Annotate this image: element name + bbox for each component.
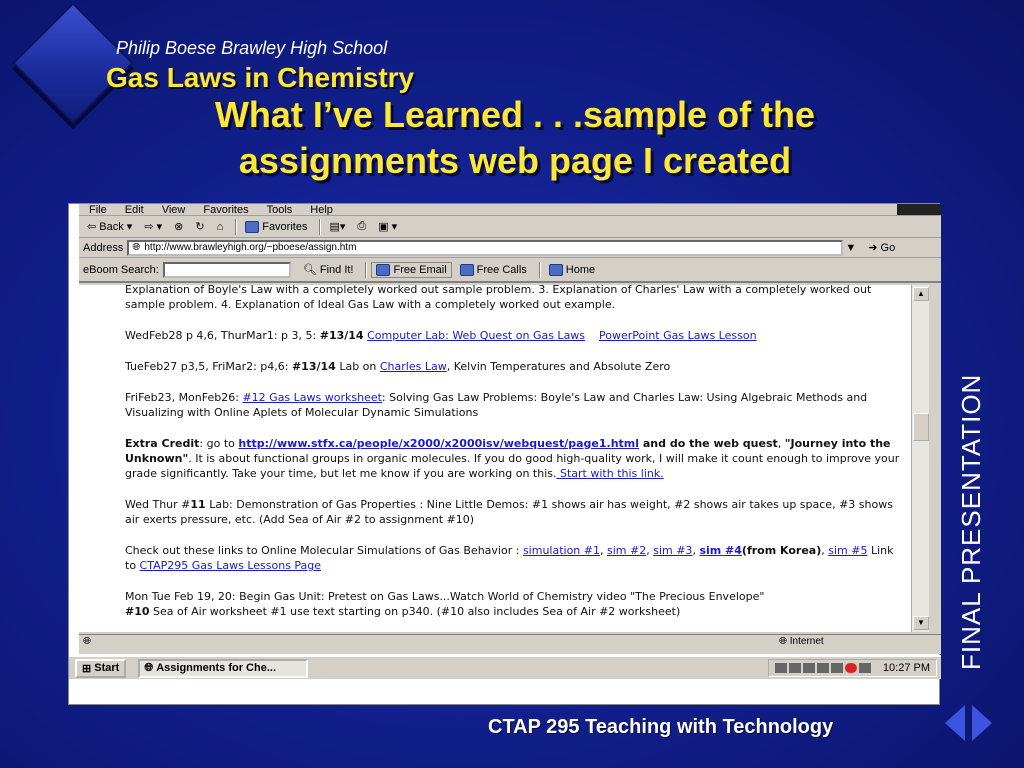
paragraph-3: TueFeb27 p3,5, FriMar2: p4,6: #13/14 Lab on Charles Law, Kelvin Temperatures and Absolute Zero: [125, 360, 671, 373]
author-line: Philip Boese Brawley High School: [116, 38, 388, 58]
headline-line-1: What I’ve Learned . . .sample of the: [214, 94, 816, 135]
paragraph-7: Check out these links to Online Molecular Simulations of Gas Behavior : simulation #1, sim #2, sim #3, sim #4(from Korea), sim #5 Link to CTAP295 Gas Laws Lessons Page: [125, 544, 894, 572]
web-quest-link[interactable]: Computer Lab: Web Quest on Gas Laws: [367, 329, 586, 342]
refresh-icon: ↻: [195, 221, 205, 233]
side-label: FINAL PRESENTATION: [956, 373, 986, 670]
print-button[interactable]: [353, 219, 370, 234]
network-icon[interactable]: [789, 663, 801, 673]
home-icon: ⌂: [216, 220, 224, 233]
status-bar: [79, 634, 941, 650]
scroll-down-button[interactable]: ▼: [913, 616, 929, 630]
sim-3-link[interactable]: sim #3: [653, 544, 693, 557]
page-icon: 🌐︎: [144, 661, 157, 674]
history-button[interactable]: [325, 219, 349, 234]
forward-button[interactable]: [140, 219, 166, 234]
page-icon: 🌐︎: [132, 242, 141, 253]
paragraph-8: Mon Tue Feb 19, 20: Begin Gas Unit: Pretest on Gas Laws...Watch World of Chemistry video "The Precious Envelope" #10 Sea of Air worksheet #1 use text starting on p340. (#10 also includes Sea of Air #2 worksheet): [125, 590, 765, 618]
security-zone: 🌐︎ Internet: [779, 636, 824, 647]
toolbar-separator: [319, 219, 321, 235]
security-icon[interactable]: [817, 663, 829, 673]
paragraph-1: Explanation of Boyle's Law with a completely worked out sample problem. 3. Explanation of Charles' Law with a completely worked out sample problem. 4. Explanation of Ideal Gas Law with a completely worked out example.: [125, 285, 872, 311]
toolbar-separator: [539, 262, 541, 278]
free-email-link[interactable]: Free Email: [371, 262, 451, 278]
ctap-lessons-link[interactable]: CTAP295 Gas Laws Lessons Page: [139, 559, 322, 572]
globe-icon: 🌐︎: [779, 636, 790, 647]
menu-tools[interactable]: Tools: [266, 204, 293, 216]
history-icon: ▤▾: [329, 221, 346, 233]
sim-4-link[interactable]: sim #4: [699, 544, 742, 557]
stop-icon: ⊗: [174, 221, 184, 233]
vertical-scrollbar[interactable]: [911, 285, 929, 632]
toolbar-separator: [365, 262, 367, 278]
windows-logo-icon: ⊞: [82, 662, 95, 675]
search-label: eBoom Search:: [83, 263, 159, 276]
browser-logo: [897, 204, 941, 216]
search-links-bar: [79, 258, 941, 283]
page-icon: [549, 264, 563, 276]
scroll-up-button[interactable]: ▲: [913, 287, 929, 301]
headline-line-2: assignments web page I created: [238, 140, 792, 181]
worksheet-link[interactable]: #12 Gas Laws worksheet: [242, 391, 382, 404]
slide-footer: CTAP 295 Teaching with Technology: [488, 716, 834, 738]
assignments-text: [125, 285, 905, 632]
menu-edit[interactable]: Edit: [124, 204, 144, 216]
find-it-button[interactable]: 🔍︎ Find It!: [302, 263, 354, 276]
toolbar: [79, 216, 941, 238]
simulation-1-link[interactable]: simulation #1: [522, 544, 600, 557]
menu-view[interactable]: View: [161, 204, 186, 216]
powerpoint-link[interactable]: PowerPoint Gas Laws Lesson: [599, 329, 757, 342]
refresh-button[interactable]: [191, 219, 208, 234]
clock: 10:27 PM: [882, 662, 930, 674]
browser-screenshot: [68, 203, 940, 705]
stop-button[interactable]: [170, 219, 187, 234]
go-button[interactable]: ➜ Go: [868, 241, 896, 254]
scroll-thumb[interactable]: [913, 413, 929, 441]
search-icon: 🔍︎: [302, 264, 320, 276]
page-content: [79, 285, 911, 632]
menu-favorites[interactable]: Favorites: [203, 204, 249, 216]
start-link[interactable]: Start with this link.: [556, 467, 664, 480]
home-link[interactable]: Home: [545, 263, 599, 277]
mail-icon[interactable]: [845, 663, 857, 673]
charles-law-link[interactable]: Charles Law: [379, 360, 447, 373]
edit-icon: ▣ ▾: [378, 221, 398, 233]
paragraph-2: WedFeb28 p 4,6, ThurMar1: p 3, 5: #13/14 Computer Lab: Web Quest on Gas Laws PowerPoint Gas Laws Lesson: [125, 329, 757, 342]
sim-2-link[interactable]: sim #2: [607, 544, 647, 557]
browser-window: [79, 204, 941, 654]
go-arrow-icon: ➜: [868, 242, 881, 254]
free-calls-link[interactable]: Free Calls: [456, 263, 531, 277]
paragraph-5: Extra Credit: go to http://www.stfx.ca/people/x2000/x2000isv/webquest/page1.html and do the web quest, "Journey into the Unknown". It is about functional groups in organic molecules. If you do good high-quality work, I will make it count enough to improve your grade significantly. Take your time, but let me know if you are working on this. Start with this link.: [125, 437, 900, 480]
print-icon: ⎙: [357, 220, 367, 232]
forward-arrow-icon: ⇨ ▾: [144, 221, 163, 233]
favorites-icon: [245, 221, 259, 233]
windows-taskbar: [69, 655, 941, 679]
address-bar: [79, 238, 941, 258]
update-icon[interactable]: [831, 663, 843, 673]
status-page-icon: 🌐︎: [83, 636, 91, 647]
webquest-url-link[interactable]: http://www.stfx.ca/people/x2000/x2000isv/webquest/page1.html: [238, 437, 640, 450]
back-arrow-icon: ⇦: [87, 221, 100, 233]
start-button[interactable]: ⊞ Start: [75, 659, 126, 678]
address-dropdown-icon[interactable]: ▼: [845, 241, 857, 254]
menu-file[interactable]: File: [89, 204, 107, 216]
page-icon: [460, 264, 474, 276]
home-button[interactable]: [213, 220, 228, 234]
address-input[interactable]: 🌐︎ http://www.brawleyhigh.org/~pboese/assign.htm: [127, 240, 843, 256]
slide-headline: [120, 92, 910, 184]
volume-icon[interactable]: [775, 663, 787, 673]
taskbar-window-button[interactable]: 🌐︎ Assignments for Che...: [138, 659, 308, 678]
next-slide-arrow-icon[interactable]: [972, 705, 992, 741]
favorites-button[interactable]: Favorites: [241, 220, 311, 234]
toolbar-separator: [235, 219, 237, 235]
previous-slide-arrow-icon[interactable]: [945, 705, 965, 741]
menu-bar: [79, 204, 941, 216]
course-title: Gas Laws in Chemistry: [106, 62, 415, 93]
menu-help[interactable]: Help: [310, 204, 333, 216]
back-button[interactable]: ⇦ Back ▾: [87, 220, 133, 233]
paragraph-4: FriFeb23, MonFeb26: #12 Gas Laws worksheet: Solving Gas Law Problems: Boyle's Law and Charles Law: Using Algebraic Methods and Visualizing with Online Aplets of Molecular Dynamic Simulations: [125, 391, 868, 419]
system-tray: [768, 659, 937, 677]
address-label: Address: [83, 241, 124, 254]
paragraph-6: Wed Thur #11 Lab: Demonstration of Gas Properties : Nine Little Demos: #1 shows air has weight, #2 shows air takes up space, #3 shows air exerts pressure, etc. (Add Sea of Air #2 to assignment #10): [125, 498, 893, 526]
display-icon[interactable]: [859, 663, 871, 673]
sim-5-link[interactable]: sim #5: [828, 544, 868, 557]
messenger-icon[interactable]: [803, 663, 815, 673]
edit-button[interactable]: [374, 219, 401, 234]
search-input[interactable]: [163, 262, 291, 278]
page-icon: [376, 264, 390, 276]
